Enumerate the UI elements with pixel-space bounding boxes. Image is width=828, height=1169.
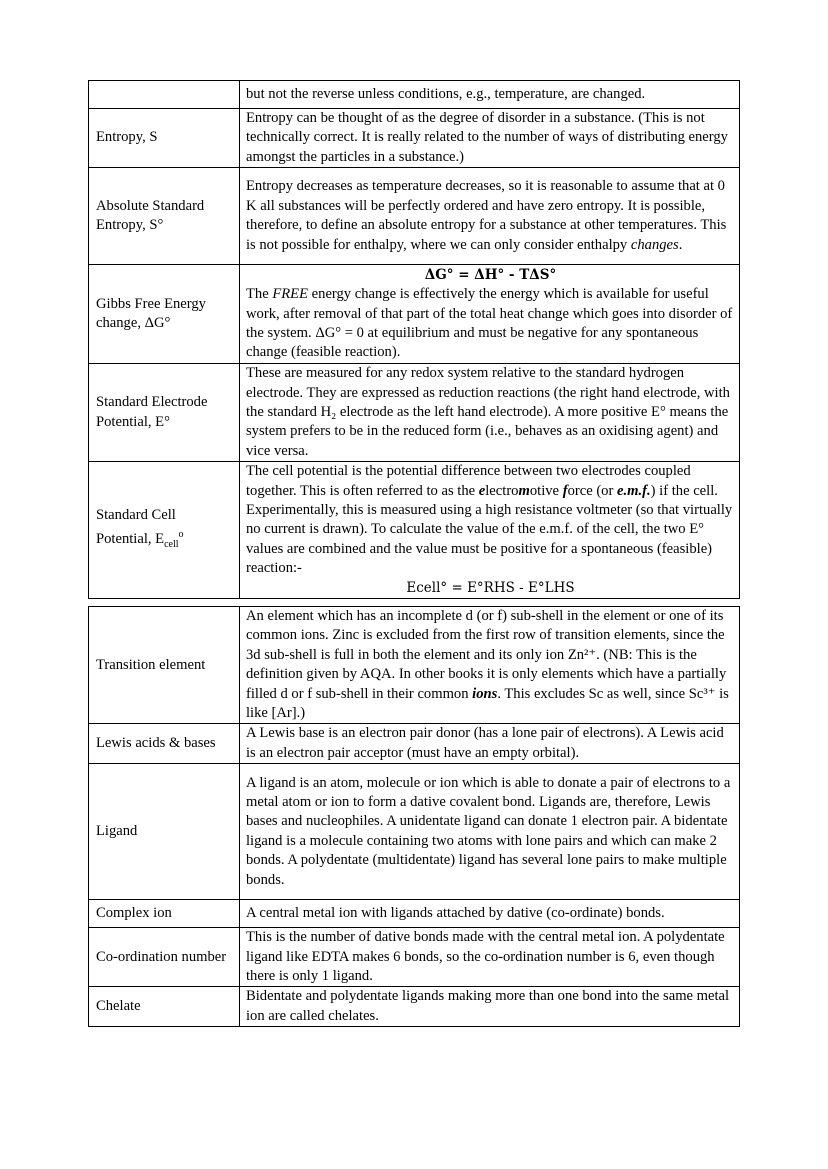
definition-cell: but not the reverse unless conditions, e.g., temperature, are changed. bbox=[240, 81, 740, 109]
definition-cell: Bidentate and polydentate ligands making more than one bond into the same metal ion are called chelates. bbox=[240, 987, 740, 1027]
term-cell: Gibbs Free Energy change, ΔG° bbox=[89, 265, 240, 364]
definition-cell: The cell potential is the potential difference between two electrodes coupled together. This is often referred to as the electromotive force (or e.m.f.) if the cell. Experimentally, this is measured using a high resistance voltmeter (so that virtually no current is drawn). To calculate the value of the e.m.f. of the cell, the two E° values are combined and the value must be positive for a spontaneous (feasible) reaction:- Ecell° = E°RHS - E°LHS bbox=[240, 462, 740, 599]
table-row bbox=[89, 724, 740, 764]
definition-cell: A central metal ion with ligands attached by dative (co-ordinate) bonds. bbox=[240, 900, 740, 928]
table-row bbox=[89, 265, 740, 364]
table-row bbox=[89, 462, 740, 599]
table-row bbox=[89, 987, 740, 1027]
table-row bbox=[89, 168, 740, 265]
table-row bbox=[89, 81, 740, 109]
cell-potential-equation: Ecell° = E°RHS - E°LHS bbox=[406, 579, 575, 596]
term-cell: Ligand bbox=[89, 764, 240, 900]
table-row bbox=[89, 764, 740, 900]
definition-cell: An element which has an incomplete d (or f) sub-shell in the element or one of its common ions. Zinc is excluded from the first row of transition elements, since the 3d sub-shell is full in both the element and its only ion Zn²⁺. (NB: This is the definition given by AQA. In other books it is only elements which have a partially filled d or f sub-shell in their common ions. This excludes Sc as well, since Sc³⁺ is like [Ar].) bbox=[240, 607, 740, 724]
definition-cell: Entropy can be thought of as the degree of disorder in a substance. (This is not technically correct. It is really related to the number of ways of distributing energy amongst the particles in a substance.) bbox=[240, 109, 740, 168]
term-cell: Co-ordination number bbox=[89, 928, 240, 987]
definition-cell: A ligand is an atom, molecule or ion which is able to donate a pair of electrons to a metal atom or ion to form a dative covalent bond. Ligands are, therefore, Lewis bases and nucleophiles. A unidentate ligand can donate 1 electron pair. A bidentate ligand is a molecule containing two atoms with lone pairs and which can make 2 bonds. A polydentate (multidentate) ligand has several lone pairs to make multiple bonds. bbox=[240, 764, 740, 900]
term-cell: Complex ion bbox=[89, 900, 240, 928]
definition-cell: Entropy decreases as temperature decreases, so it is reasonable to assume that at 0 K all substances will be perfectly ordered and have zero entropy. It is possible, therefore, to define an absolute entropy for a substance at other temperatures. This is not possible for enthalpy, where we can only consider enthalpy changes. bbox=[240, 168, 740, 265]
term-cell: Chelate bbox=[89, 987, 240, 1027]
term-cell: Absolute Standard Entropy, S° bbox=[89, 168, 240, 265]
table-row bbox=[89, 109, 740, 168]
definition-cell: These are measured for any redox system relative to the standard hydrogen electrode. They are expressed as reduction reactions (the right hand electrode, with the standard H₂ electrode as the left hand electrode). A more positive E° means the system prefers to be in the reduced form (i.e., behaves as an oxidising agent) and vice versa. bbox=[240, 364, 740, 462]
term-cell: Lewis acids & bases bbox=[89, 724, 240, 764]
definition-cell: This is the number of dative bonds made with the central metal ion. A polydentate ligand like EDTA makes 6 bonds, so the co-ordination number is 6, even though there is only 1 ligand. bbox=[240, 928, 740, 987]
term-cell: Transition element bbox=[89, 607, 240, 724]
table-row bbox=[89, 607, 740, 724]
table-row bbox=[89, 900, 740, 928]
term-cell: Standard Cell Potential, $E_{cell}^o$ bbox=[89, 462, 240, 599]
glossary-table-bottom bbox=[88, 606, 740, 1027]
table-row bbox=[89, 928, 740, 987]
term-cell: Entropy, S bbox=[89, 109, 240, 168]
table-row bbox=[89, 364, 740, 462]
definition-cell: ΔG° = ΔH° - TΔS° The FREE energy change is effectively the energy which is available for useful work, after removal of that part of the total heat change which goes into disorder of the system. ΔG° = 0 at equilibrium and must be negative for any spontaneous change (feasible reaction). bbox=[240, 265, 740, 364]
glossary-table-top bbox=[88, 80, 740, 599]
gibbs-equation: ΔG° = ΔH° - TΔS° bbox=[424, 266, 557, 283]
definition-cell: A Lewis base is an electron pair donor (has a lone pair of electrons). A Lewis acid is an electron pair acceptor (must have an empty orbital). bbox=[240, 724, 740, 764]
term-cell: Standard Electrode Potential, E° bbox=[89, 364, 240, 462]
term-cell bbox=[89, 81, 240, 109]
